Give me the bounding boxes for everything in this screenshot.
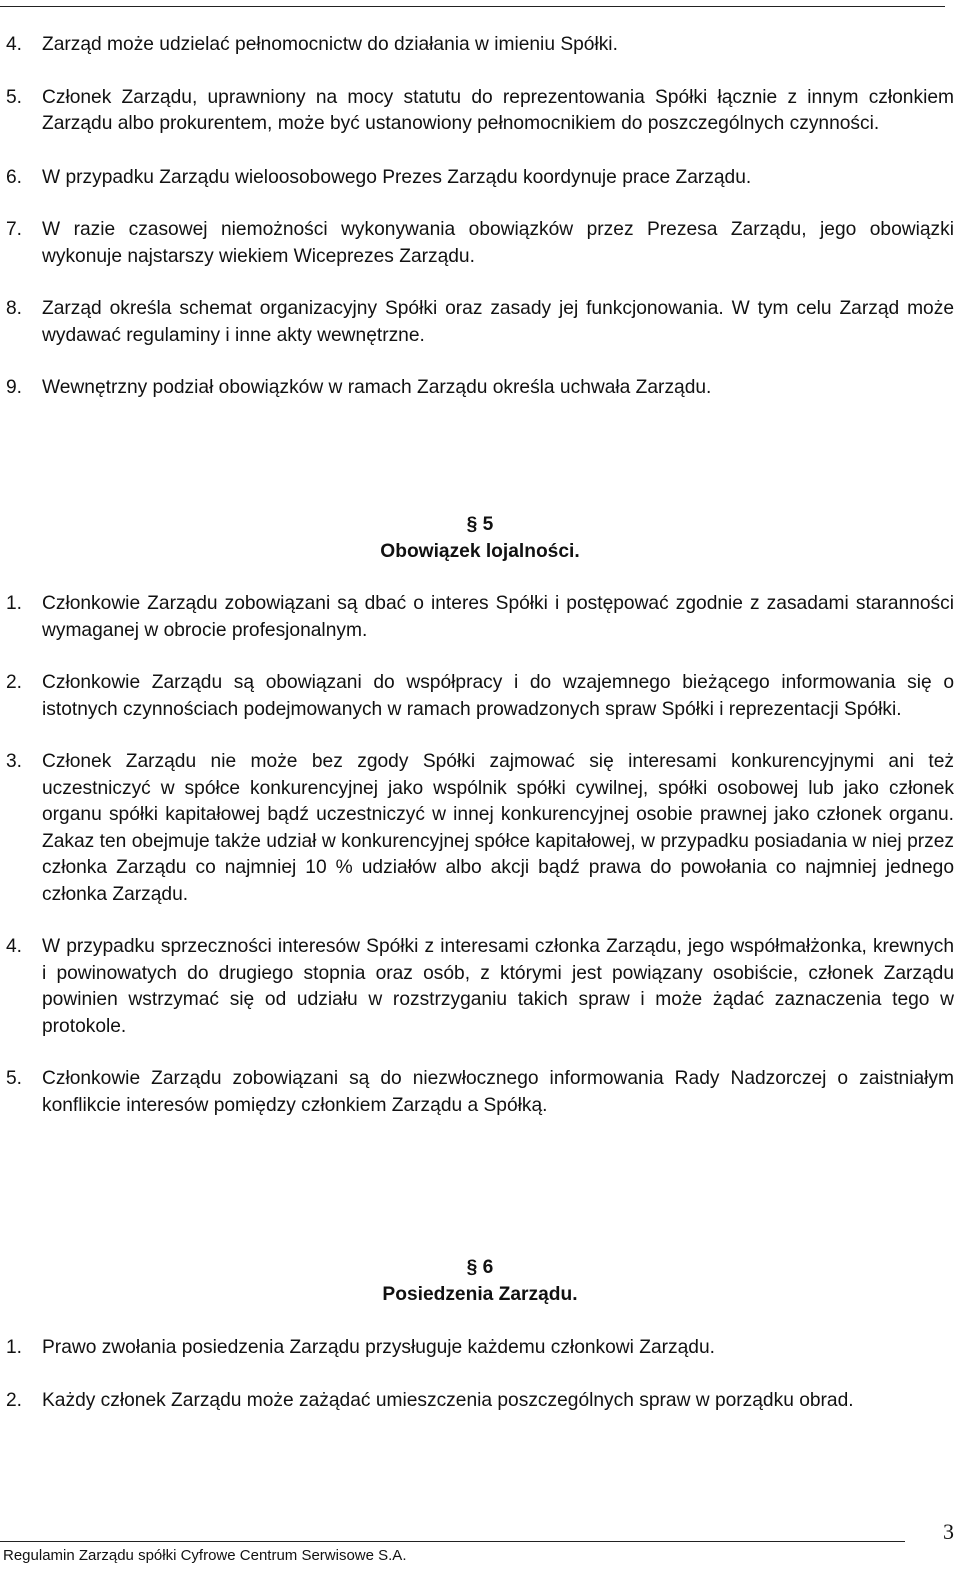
item-number: 1. [6, 593, 23, 614]
item-text: Prawo zwołania posiedzenia Zarządu przysługuje każdemu członkowi Zarządu. [42, 1337, 715, 1358]
list-item [0, 749, 960, 908]
list-item [0, 217, 960, 270]
list-c [0, 1335, 960, 1414]
item-number: 9. [6, 377, 23, 398]
list-item [0, 934, 960, 1040]
item-text: Zarząd może udzielać pełnomocnictw do działania w imieniu Spółki. [42, 34, 618, 55]
section-6-number: § 6 [466, 1257, 494, 1278]
item-text: Każdy członek Zarządu może zażądać umieszczenia poszczególnych spraw w porządku obrad. [42, 1389, 854, 1411]
section-5-title: Obowiązek lojalności. [380, 541, 580, 562]
item-number: 4. [6, 936, 23, 957]
item-text: Zarząd określa schemat organizacyjny Spółki oraz zasady jej funkcjonowania. W tym celu Zarząd może wydawać regulaminy i inne akty wewnętrzne. [42, 298, 954, 346]
item-text: W przypadku Zarządu wieloosobowego Prezes Zarządu koordynuje prace Zarządu. [42, 166, 752, 188]
top-rule [0, 6, 945, 7]
item-number: 5. [6, 86, 23, 108]
list-item [0, 591, 960, 644]
section-5-number: § 5 [466, 514, 494, 535]
item-number: 8. [6, 298, 23, 319]
item-number: 5. [6, 1068, 23, 1089]
item-text: Członek Zarządu, uprawniony na mocy statutu do reprezentowania Spółki łącznie z innym członkiem Zarządu albo prokurentem, może być ustanowiony pełnomocnikiem do poszczególnych czynności. [42, 86, 954, 134]
item-text: W przypadku sprzeczności interesów Spółki z interesami członka Zarządu, jego współmałżonka, krewnych i powinowatych do drugiego stopnia oraz osób, z którymi jest powiązany osobiście, członek Zarządu powinien wstrzymać się od udziału w rozstrzyganiu takich spraw i może żądać zaznaczenia tego w protokole. [42, 936, 954, 1037]
item-text: Wewnętrzny podział obowiązków w ramach Zarządu określa uchwała Zarządu. [42, 377, 712, 398]
list-item [0, 85, 960, 138]
list-item [0, 165, 960, 192]
list-item [0, 32, 960, 59]
list-b [0, 591, 960, 1119]
item-number: 6. [6, 166, 23, 188]
item-number: 3. [6, 751, 23, 772]
item-number: 2. [6, 1389, 23, 1411]
item-number: 4. [6, 34, 23, 55]
item-number: 2. [6, 672, 23, 693]
list-item [0, 1335, 960, 1362]
item-number: 7. [6, 219, 23, 240]
list-item [0, 1066, 960, 1119]
list-item [0, 296, 960, 349]
section-6-title: Posiedzenia Zarządu. [382, 1284, 578, 1305]
page-number: 3 [943, 1519, 954, 1544]
item-text: Członkowie Zarządu zobowiązani są do niezwłocznego informowania Rady Nadzorczej o zaistniałym konflikcie interesów pomiędzy członkiem Zarządu a Spółką. [42, 1068, 954, 1116]
list-item [0, 670, 960, 723]
footer-rule [0, 1541, 905, 1542]
list-item [0, 375, 960, 402]
list-item [0, 1388, 960, 1415]
item-text: Członkowie Zarządu są obowiązani do współpracy i do wzajemnego bieżącego informowania się o istotnych czynnościach podejmowanych w ramach prowadzonych spraw Spółki i reprezentacji Spółki. [42, 672, 954, 720]
item-text: Członkowie Zarządu zobowiązani są dbać o interes Spółki i postępować zgodnie z zasadami staranności wymaganej w obrocie profesjonalnym. [42, 593, 954, 641]
item-number: 1. [6, 1337, 23, 1358]
item-text: W razie czasowej niemożności wykonywania obowiązków przez Prezesa Zarządu, jego obowiązki wykonuje najstarszy wiekiem Wiceprezes Zarządu. [42, 219, 954, 267]
list-a [0, 32, 960, 402]
footer-text: Regulamin Zarządu spółki Cyfrowe Centrum Serwisowe S.A. [3, 1547, 407, 1564]
item-text: Członek Zarządu nie może bez zgody Spółki zajmować się interesami konkurencyjnymi ani też uczestniczyć w spółce konkurencyjnej jako wspólnik spółki cywilnej, spółki osobowej lub jako członek organu spółki kapitałowej bądź uczestniczyć w innej konkurencyjnej osobie prawnej jako członek organu. Zakaz ten obejmuje także udział w konkurencyjnej spółce kapitałowej, w przypadku posiadania w niej przez członka Zarządu co najmniej 10 % udziałów albo akcji bądź prawa do powołania co najmniej jednego członka Zarządu. [42, 751, 954, 905]
